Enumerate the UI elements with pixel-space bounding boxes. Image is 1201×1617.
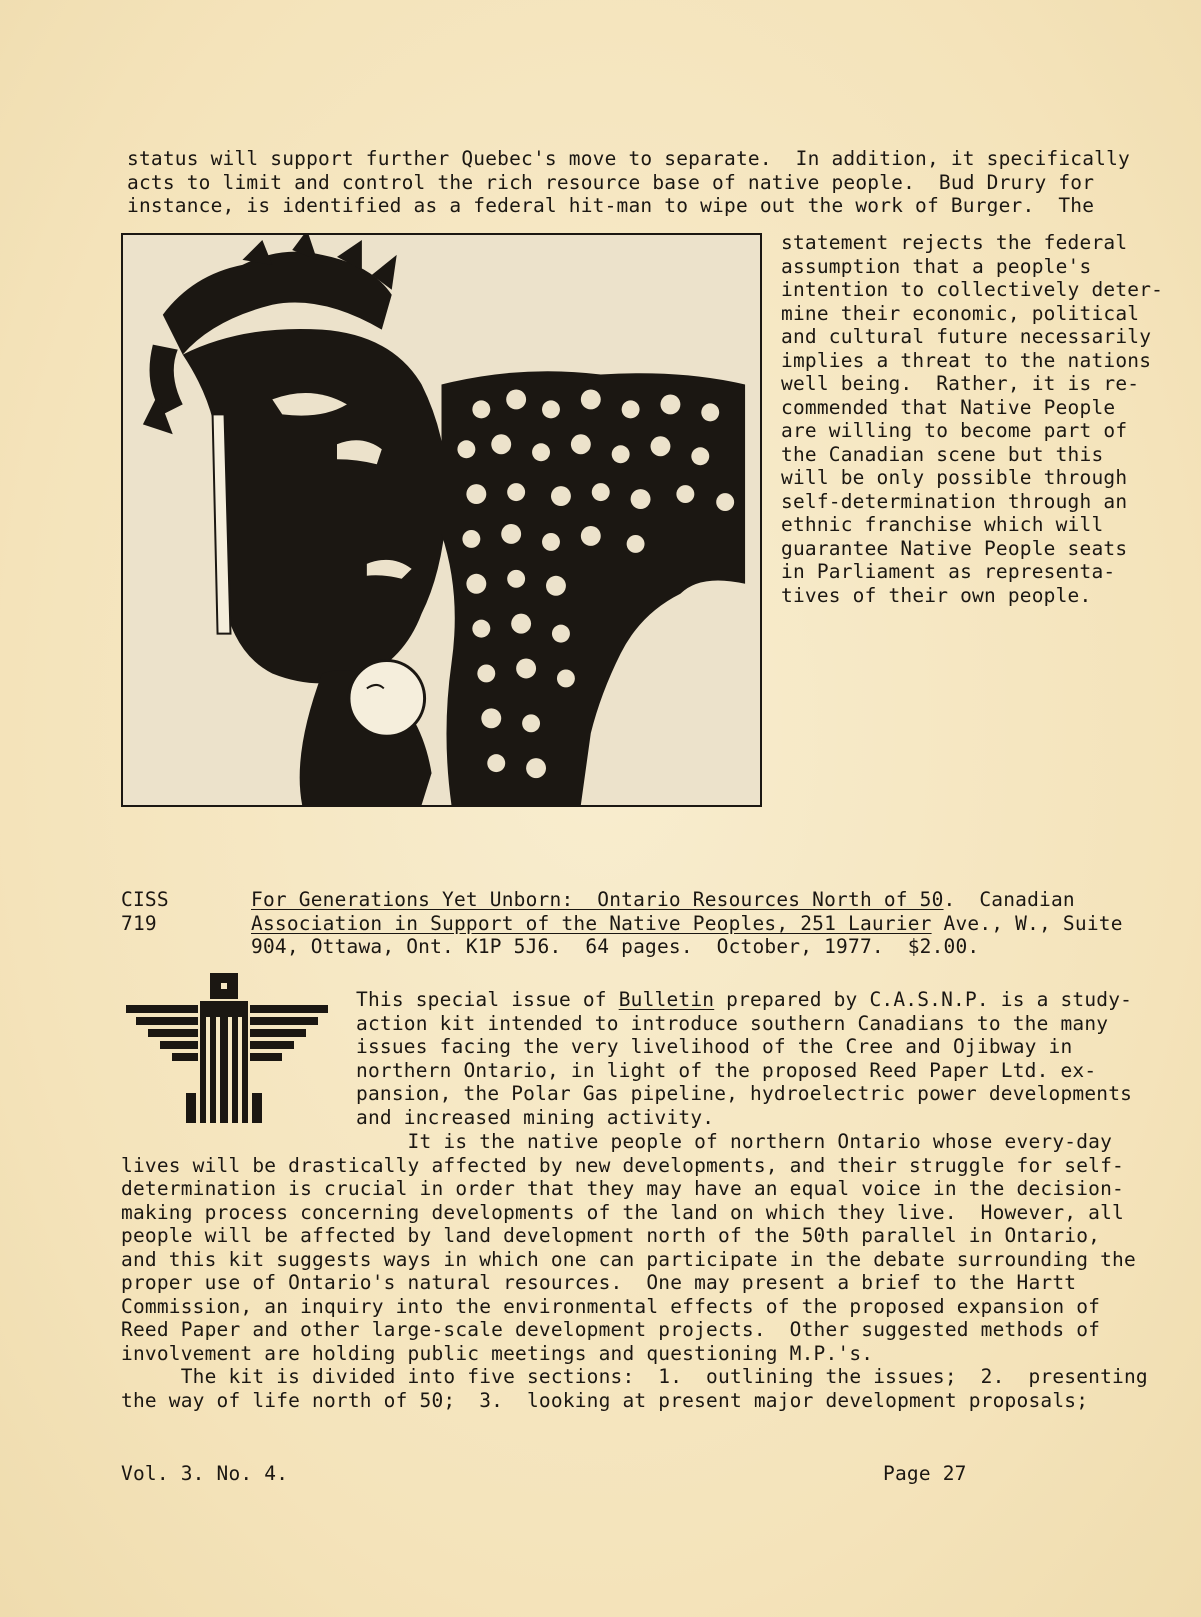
entry-citation — [251, 888, 1123, 959]
entry-title-suffix: . Canadian — [943, 888, 1075, 911]
entry-publisher: Association in Support of the Native Peoples, 251 Laurier — [251, 911, 932, 935]
footer-volume: Vol. 3. No. 4. — [121, 1462, 289, 1485]
illustration-native-chief-and-crowd — [121, 233, 762, 807]
thunderbird-logo — [126, 973, 328, 1126]
entry-publisher-address: Ave., W., Suite — [931, 911, 1123, 935]
intro-paragraph — [356, 988, 1132, 1129]
entry-title: For Generations Yet Unborn: Ontario Resources North of 50 — [251, 888, 944, 911]
top-paragraph: status will support further Quebec's move to separate. In addition, it specifically acts to limit and control the rich resource base of native people. Bud Drury for instance, is identified as a federal hit-man to wipe out the work of Burger. The — [127, 147, 1130, 217]
entry-publication-details: 904, Ottawa, Ont. K1P 5J6. 64 pages. October, 1977. $2.00. — [251, 935, 980, 958]
footer-page-number: Page 27 — [883, 1462, 967, 1485]
intro-prefix: This special issue of — [356, 988, 619, 1011]
body-paragraph: It is the native people of northern Ontario whose every-day lives will be drastically affected by new developments, and their struggle for self- determination is crucial in order that they may have an equal voice in the decision- making process concerning developments of the land on which they live. However, all people will be affected by land development north of the 50th parallel in Ontario, and this kit suggests ways in which one can participate in the debate surrounding the proper use of Ontario's natural resources. One may present a brief to the Hartt Commission, an inquiry into the environmental effects of the proposed expansion of Reed Paper and other large-scale development projects. Other suggested methods of involvement are holding public meetings and questioning M.P.'s. The kit is divided into five sections: 1. outlining the issues; 2. presenting the way of life north of 50; 3. looking at present major development proposals; — [121, 1130, 1148, 1412]
ciss-entry-code: CISS 719 — [121, 888, 169, 935]
side-paragraph: statement rejects the federal assumption that a people's intention to collectively deter- mine their economic, political and cultural future necessarily implies a threat to the nations well being. Rather, it is re- commended that Native People are willing to become part of the Canadian scene but this will be only possible through self-determination through an ethnic franchise which will guarantee Native People seats in Parliament as representa- tives of their own people. — [781, 231, 1164, 607]
intro-rest: prepared by C.A.S.N.P. is a study- action kit intended to introduce southern Canadians to the many issues facing the very livelihood of the Cree and Ojibway in northern Ontario, in light of the proposed Reed Paper Ltd. ex- pansion, the Polar Gas pipeline, hydroelectric power developments and increased mining activity. — [356, 988, 1133, 1129]
bulletin-title: Bulletin — [618, 988, 715, 1011]
